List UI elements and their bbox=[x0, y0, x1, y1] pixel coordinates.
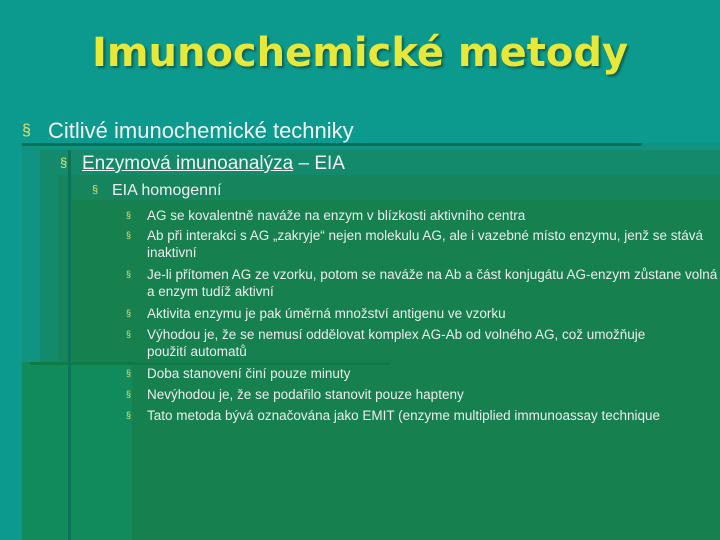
bullet-icon: § bbox=[126, 308, 132, 318]
bullet-text: Výhodou je, že se nemusí oddělovat komplex AG-Ab od volného AG, což umožňuje použití automatů bbox=[147, 327, 646, 359]
bullet-text: Enzymová imunoanalýza bbox=[82, 153, 294, 174]
bullet-text: Aktivita enzymu je pak úměrná množství antigenu ve vzorku bbox=[147, 306, 506, 321]
bullet-text: AG se kovalentně naváže na enzym v blízkosti aktivního centra bbox=[147, 208, 526, 223]
bullet-level2 bbox=[60, 153, 345, 175]
bullet-level3 bbox=[92, 182, 221, 200]
bullet-text: EIA homogenní bbox=[112, 182, 222, 199]
decor-rule bbox=[68, 150, 71, 540]
slide-title: Imunochemické metody bbox=[91, 30, 629, 76]
bullet-icon: § bbox=[126, 269, 132, 279]
bullet-icon: § bbox=[126, 410, 132, 420]
bullet-text: Doba stanovení činí pouze minuty bbox=[147, 366, 351, 381]
bullet-text: Je-li přítomen AG ze vzorku, potom se naváže na Ab a část konjugátu AG-enzym zůstane volná a enzym tudíž aktivní bbox=[147, 267, 718, 299]
decor-panel bbox=[22, 362, 132, 540]
bullet-text: Citlivé imunochemické techniky bbox=[48, 118, 354, 143]
bullet-suffix: – EIA bbox=[293, 153, 345, 174]
bullet-icon: § bbox=[126, 329, 132, 339]
bullet-level1 bbox=[22, 118, 354, 144]
bullet-icon: § bbox=[22, 122, 31, 139]
bullet-text: Tato metoda bývá označována jako EMIT (enzyme multiplied immunoassay technique bbox=[147, 408, 661, 423]
bullet-icon: § bbox=[126, 210, 132, 220]
bullet-icon: § bbox=[60, 155, 68, 170]
bullet-text: Nevýhodou je, že se podařilo stanovit pouze hapteny bbox=[147, 387, 464, 402]
bullet-icon: § bbox=[92, 184, 99, 196]
bullet-icon: § bbox=[126, 230, 132, 240]
bullet-icon: § bbox=[126, 368, 132, 378]
bullet-text: Ab při interakci s AG „zakryje“ nejen molekulu AG, ale i vazebné místo enzymu, jenž se stává inaktivní bbox=[147, 228, 703, 260]
bullet-icon: § bbox=[126, 389, 132, 399]
